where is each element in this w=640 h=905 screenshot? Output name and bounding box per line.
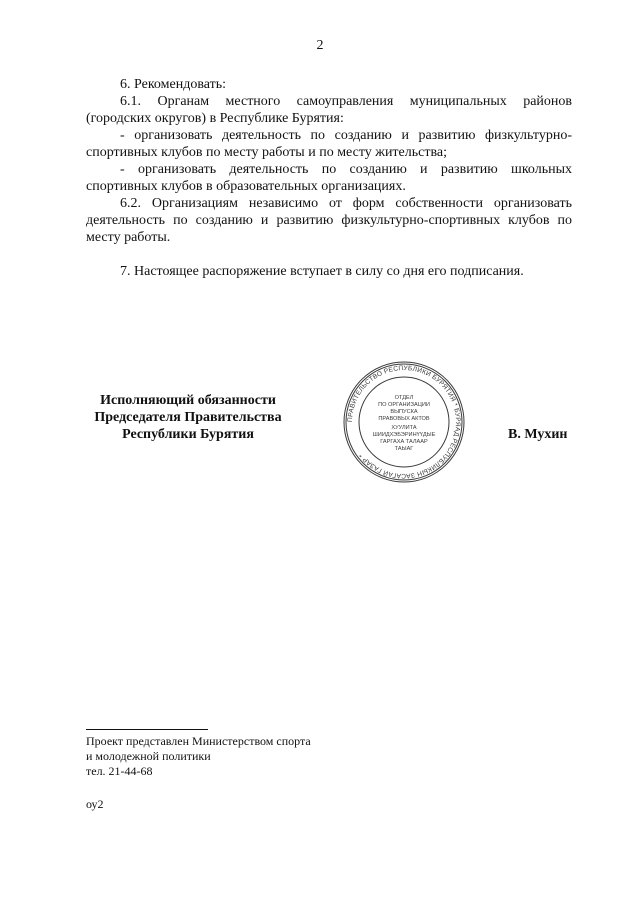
signer-name: В. Мухин [508,427,568,442]
paragraph-6-2: 6.2. Организациям независимо от форм собственности организовать деятельность по созданию и развитию физкультурно-спортивных клубов по месту работы. [86,196,572,245]
official-seal-stamp [342,360,466,484]
footnote-divider [86,729,208,730]
footnote-line: тел. 21-44-68 [86,764,153,778]
seal-inner-ring [359,377,449,467]
seal-outer-ring [344,362,464,482]
document-code: оу2 [86,797,104,811]
signer-position-line: Исполняющий обязанности [100,393,276,408]
signer-position [72,392,304,443]
signer-position-line: Председателя Правительства [94,410,282,425]
footnote-line: Проект представлен Министерством спорта [86,734,311,748]
seal-inner-line: ПО ОРГАНИЗАЦИИ [378,402,430,408]
paragraph-7-effective: 7. Настоящее распоряжение вступает в силу со дня его подписания. [120,264,524,279]
paragraph-sport-clubs-work: - организовать деятельность по созданию и развитию физкультурно-спортивных клубов по месту работы и по месту жительства; [86,128,572,160]
seal-inner-line: ВЫПУСКА [390,409,418,415]
footnote-line: и молодежной политики [86,749,211,763]
seal-inner-line: ОТДЕЛ [394,395,414,401]
paragraph-recommend: 6. Рекомендовать: [120,77,226,92]
paragraph-6-1: 6.1. Органам местного самоуправления муниципальных районов (городских округов) в Республике Бурятия: [86,94,572,126]
seal-outer-text: ПРАВИТЕЛЬСТВО РЕСПУБЛИКИ БУРЯТИЯ * БУРЯАД РЕСПУБЛИКЫН ЗАСАГАЙ ГАЗАР * [346,364,462,480]
seal-inner-line: ШИИДХЭБЭРИНҮҮДЫЕ [372,432,436,438]
footnote [86,734,311,779]
seal-inner-line: ГАРГАХА ТАЛААР [380,439,428,445]
page-number: 2 [316,38,324,53]
seal-inner-line: ХУУЛИТА [391,425,417,431]
seal-outer-ring-inner [346,364,462,480]
paragraph-school-clubs: - организовать деятельность по созданию и развитию школьных спортивных клубов в образовательных организациях. [86,162,572,194]
document-body [86,76,572,280]
signer-position-line: Республики Бурятия [122,427,254,442]
seal-inner-line: ТАЫАГ [394,446,414,452]
seal-inner-line: ПРАВОВЫХ АКТОВ [378,416,430,422]
